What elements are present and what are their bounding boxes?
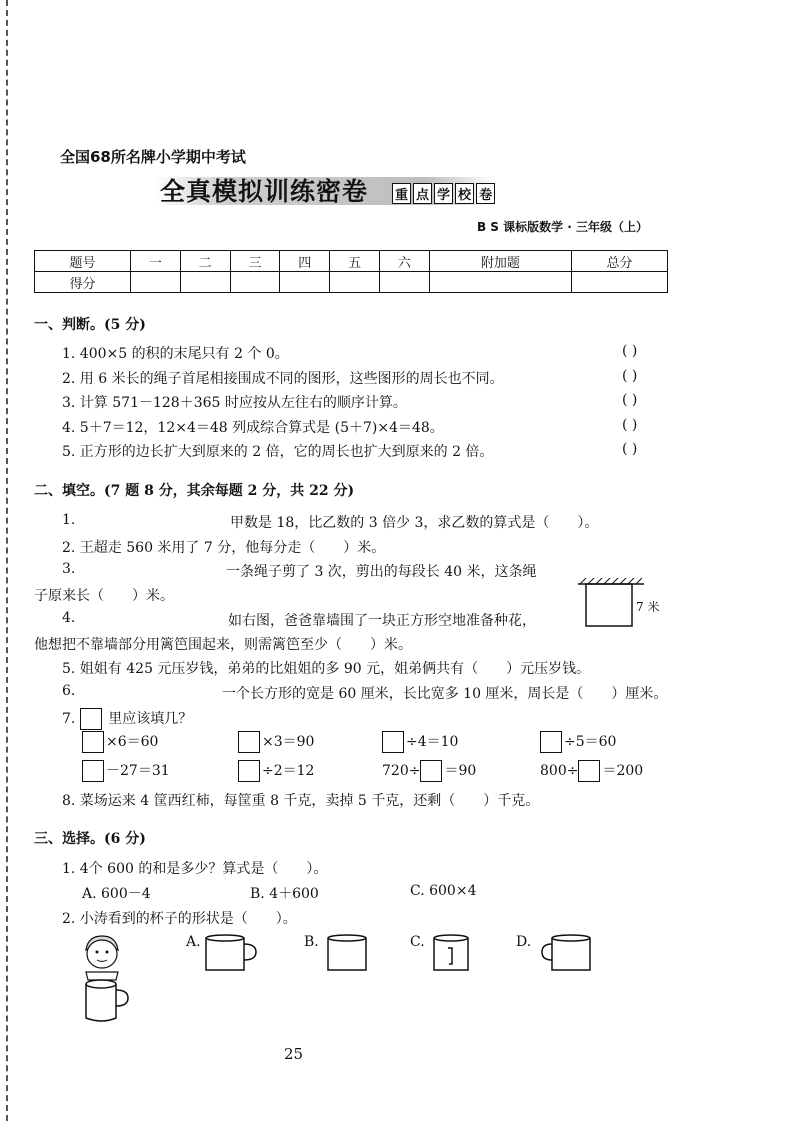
figure-length-label: 7 米 — [636, 600, 660, 614]
fill-q8: 8. 菜场运来 4 筐西红柿，每筐重 8 千克，卖掉 5 千克，还剩（ ）千克。 — [62, 793, 540, 809]
equation-text: ＝200 — [602, 763, 644, 779]
judge-item-4: 4. 5＋7＝12，12×4＝48 列成综合算式是 (5＋7)×4＝48。 — [62, 420, 444, 436]
score-table-header-row — [35, 251, 668, 272]
fill-q1-number: 1. — [62, 512, 76, 528]
answer-box[interactable] — [80, 708, 102, 730]
exam-series-label: 全国68所名牌小学期中考试 — [60, 148, 246, 166]
score-table — [34, 250, 668, 293]
boy-with-cup-illustration — [70, 932, 136, 1024]
choice-q1: 1. 4个 600 的和是多少？算式是（ ）。 — [62, 861, 328, 877]
score-input-cell[interactable] — [130, 272, 180, 293]
badge-char: 校 — [455, 183, 474, 204]
cup-option-a-label[interactable]: A. — [186, 934, 201, 950]
equation-text: －27＝31 — [106, 763, 170, 779]
badge-char: 卷 — [476, 183, 495, 204]
badge-char: 点 — [413, 183, 432, 204]
fill-q2: 2. 王超走 560 米用了 7 分，他每分走（ ）米。 — [62, 540, 386, 556]
table-cell: 三 — [230, 251, 280, 272]
answer-box[interactable] — [420, 760, 442, 782]
answer-paren[interactable]: ( ) — [622, 343, 638, 359]
score-table-score-row — [35, 272, 668, 293]
choice-option-b[interactable]: B. 4＋600 — [250, 886, 319, 902]
answer-box[interactable] — [540, 731, 562, 753]
judge-item-3: 3. 计算 571－128＋365 时应按从左往右的顺序计算。 — [62, 395, 407, 411]
choice-option-a[interactable]: A. 600－4 — [82, 886, 151, 902]
table-cell: 总分 — [571, 251, 667, 272]
answer-paren[interactable]: ( ) — [622, 441, 638, 457]
answer-box[interactable] — [382, 731, 404, 753]
fill-q3-text: 一条绳子剪了 3 次，剪出的每段长 40 米，这条绳 — [226, 564, 537, 580]
table-cell: 五 — [330, 251, 380, 272]
score-input-cell[interactable] — [280, 272, 330, 293]
q7-eq-2 — [238, 731, 314, 753]
answer-box[interactable] — [82, 760, 104, 782]
q7-eq-5 — [82, 760, 170, 782]
answer-box[interactable] — [238, 731, 260, 753]
equation-text: ÷4＝10 — [406, 734, 459, 750]
q7-eq-6 — [238, 760, 314, 782]
equation-text: 720÷ — [382, 763, 421, 779]
answer-paren[interactable]: ( ) — [622, 392, 638, 408]
cup-option-c-label[interactable]: C. — [410, 934, 425, 950]
fill-q5: 5. 姐姐有 425 元压岁钱，弟弟的比姐姐的多 90 元，姐弟俩共有（ ）元压岁钱。 — [62, 661, 591, 677]
section-3-title: 三、选择。(6 分) — [34, 831, 146, 847]
judge-item-1: 1. 400×5 的积的末尾只有 2 个 0。 — [62, 346, 289, 362]
equation-text: ÷5＝60 — [564, 734, 617, 750]
fill-q6-number: 6. — [62, 683, 76, 699]
table-cell: 六 — [379, 251, 429, 272]
q7-eq-1 — [82, 731, 158, 753]
choice-option-c[interactable]: C. 600×4 — [410, 883, 477, 899]
edition-label: B S 课标版数学 · 三年级（上） — [476, 220, 648, 234]
score-input-cell[interactable] — [230, 272, 280, 293]
equation-text: ×6＝60 — [106, 734, 159, 750]
judge-item-5: 5. 正方形的边长扩大到原来的 2 倍，它的周长也扩大到原来的 2 倍。 — [62, 444, 494, 460]
table-cell: 一 — [130, 251, 180, 272]
answer-box[interactable] — [82, 731, 104, 753]
table-cell: 题号 — [35, 251, 131, 272]
answer-box[interactable] — [238, 760, 260, 782]
cup-option-c-icon[interactable] — [430, 934, 476, 974]
cup-option-b-icon[interactable] — [324, 934, 370, 974]
fill-q7 — [62, 708, 192, 730]
answer-paren[interactable]: ( ) — [622, 368, 638, 384]
score-input-cell[interactable] — [379, 272, 429, 293]
answer-box[interactable] — [578, 760, 600, 782]
fill-q3-number: 3. — [62, 561, 76, 577]
equation-text: ÷2＝12 — [262, 763, 315, 779]
exam-title: 全真模拟训练密卷 — [160, 177, 369, 206]
fill-q4-continued: 他想把不靠墙部分用篱笆围起来，则需篱笆至少（ ）米。 — [34, 637, 412, 653]
title-badges — [392, 183, 497, 204]
q7-eq-7 — [382, 760, 476, 782]
table-cell: 附加题 — [429, 251, 571, 272]
score-input-cell[interactable] — [330, 272, 380, 293]
fill-q7-number: 7. — [62, 711, 76, 727]
page-number: 25 — [284, 1045, 304, 1063]
badge-char: 学 — [434, 183, 453, 204]
table-cell: 四 — [280, 251, 330, 272]
score-input-cell[interactable] — [180, 272, 230, 293]
cup-option-d-label[interactable]: D. — [516, 934, 532, 950]
fill-q7-text: 里应该填几？ — [108, 711, 193, 727]
fill-q4-text: 如右图，爸爸靠墙围了一块正方形空地准备种花， — [228, 613, 536, 629]
cup-option-b-label[interactable]: B. — [304, 934, 319, 950]
fill-q6-text: 一个长方形的宽是 60 厘米，长比宽多 10 厘米，周长是（ ）厘米。 — [222, 686, 668, 702]
judge-item-2: 2. 用 6 米长的绳子首尾相接围成不同的图形，这些图形的周长也不同。 — [62, 371, 504, 387]
binding-dashed-line — [6, 0, 8, 1121]
badge-char: 重 — [392, 183, 411, 204]
section-2-title: 二、填空。(7 题 8 分，其余每题 2 分，共 22 分) — [34, 483, 355, 499]
answer-paren[interactable]: ( ) — [622, 417, 638, 433]
q7-eq-3 — [382, 731, 458, 753]
table-cell: 二 — [180, 251, 230, 272]
table-cell: 得分 — [35, 272, 131, 293]
equation-text: 800÷ — [540, 763, 579, 779]
fill-q3-continued: 子原来长（ ）米。 — [34, 588, 174, 604]
fill-q1-text: 甲数是 18，比乙数的 3 倍少 3，求乙数的算式是（ ）。 — [230, 515, 599, 531]
score-input-cell[interactable] — [571, 272, 667, 293]
fill-q4-number: 4. — [62, 610, 76, 626]
q7-eq-8 — [540, 760, 643, 782]
cup-option-d-icon[interactable] — [540, 934, 596, 974]
cup-option-a-icon[interactable] — [202, 934, 260, 974]
section-1-title: 一、判断。(5 分) — [34, 317, 146, 333]
choice-q2: 2. 小涛看到的杯子的形状是（ ）。 — [62, 911, 297, 927]
score-input-cell[interactable] — [429, 272, 571, 293]
equation-text: ＝90 — [444, 763, 477, 779]
equation-text: ×3＝90 — [262, 734, 315, 750]
q7-eq-4 — [540, 731, 616, 753]
